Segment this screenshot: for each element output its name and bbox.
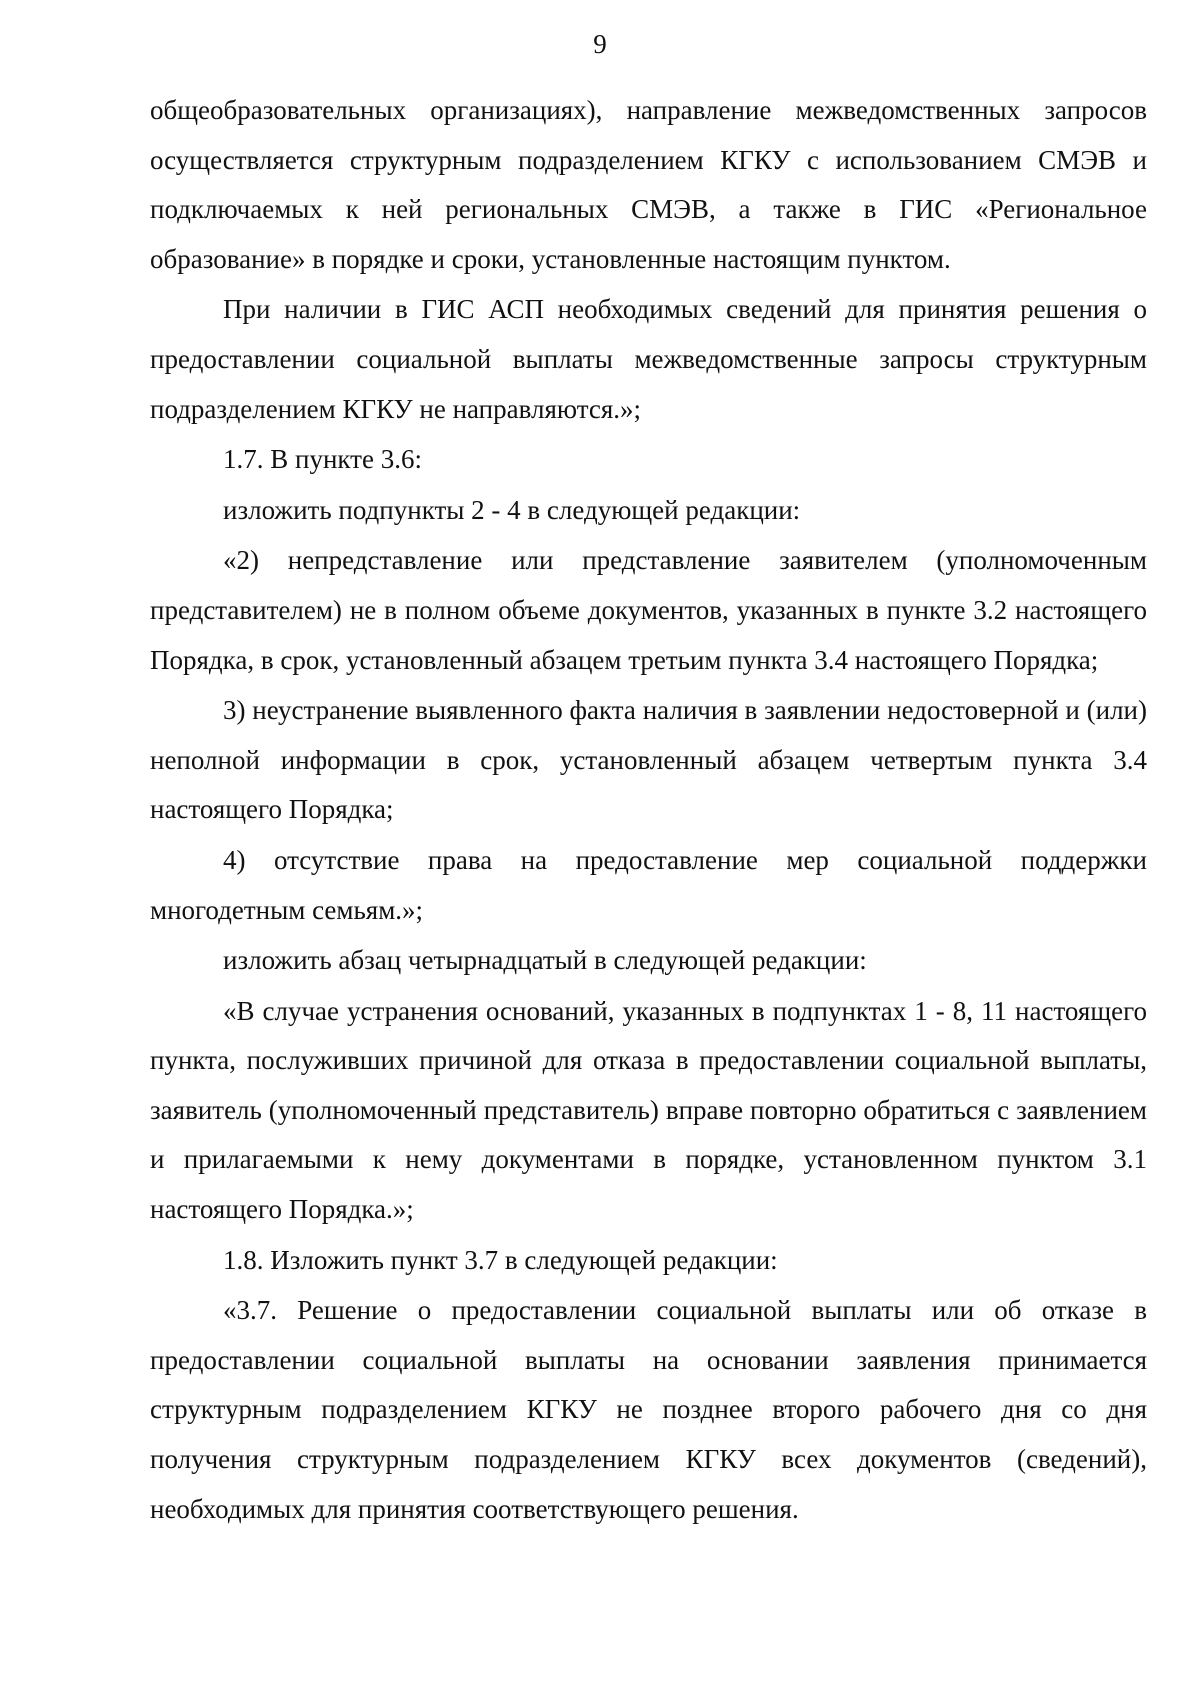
paragraph-item-1-7: 1.7. В пункте 3.6: xyxy=(223,444,422,475)
paragraph-subitem-3: 3) неустранение выявленного факта наличия в заявлении недостоверной и (или) неполной информации в срок, установленный абзацем четвертым пункта 3.4 настоящего Порядка; xyxy=(150,695,1147,825)
paragraph-item-3-7: «3.7. Решение о предоставлении социальной выплаты или об отказе в предоставлении социальной выплаты на основании заявления принимается структурным подразделением КГКУ не позднее второго рабочего дня со дня получения структурным подразделением КГКУ всех документов (сведений), необходимых для принятия соответствующего решения. xyxy=(150,1295,1147,1524)
paragraph-gis-asp: При наличии в ГИС АСП необходимых сведений для принятия решения о предоставлении социальной выплаты межведомственные запросы структурным подразделением КГКУ не направляются.»; xyxy=(150,294,1147,424)
page-number: 9 xyxy=(593,29,607,59)
paragraph-subitem-4: 4) отсутствие права на предоставление мер социальной поддержки многодетным семьям.»; xyxy=(150,844,1147,925)
paragraph-continuation: общеобразовательных организациях), направление межведомственных запросов осуществляется структурным подразделением КГКУ с использованием СМЭВ и подключаемых к ней региональных СМЭВ, а также в ГИС «Региональное образование» в порядке и сроки, установленные настоящим пунктом. xyxy=(150,95,1147,274)
document-body xyxy=(150,86,1147,1535)
paragraph-subitem-2: «2) непредставление или представление заявителем (уполномоченным представителем) не в полном объеме документов, указанных в пункте 3.2 настоящего Порядка, в срок, установленный абзацем третьим пункта 3.4 настоящего Порядка; xyxy=(150,545,1147,675)
paragraph-abzac-text: «В случае устранения оснований, указанных в подпунктах 1 - 8, 11 настоящего пункта, послуживших причиной для отказа в предоставлении социальной выплаты, заявитель (уполномоченный представитель) вправе повторно обратиться с заявлением и прилагаемыми к нему документами в порядке, установленном пунктом 3.1 настоящего Порядка.»; xyxy=(150,995,1147,1225)
paragraph-item-1-8: 1.8. Изложить пункт 3.7 в следующей редакции: xyxy=(223,1244,778,1275)
paragraph-subitems-instruction: изложить подпункты 2 - 4 в следующей редакции: xyxy=(223,494,801,525)
paragraph-abzac-instruction: изложить абзац четырнадцатый в следующей редакции: xyxy=(223,945,867,976)
